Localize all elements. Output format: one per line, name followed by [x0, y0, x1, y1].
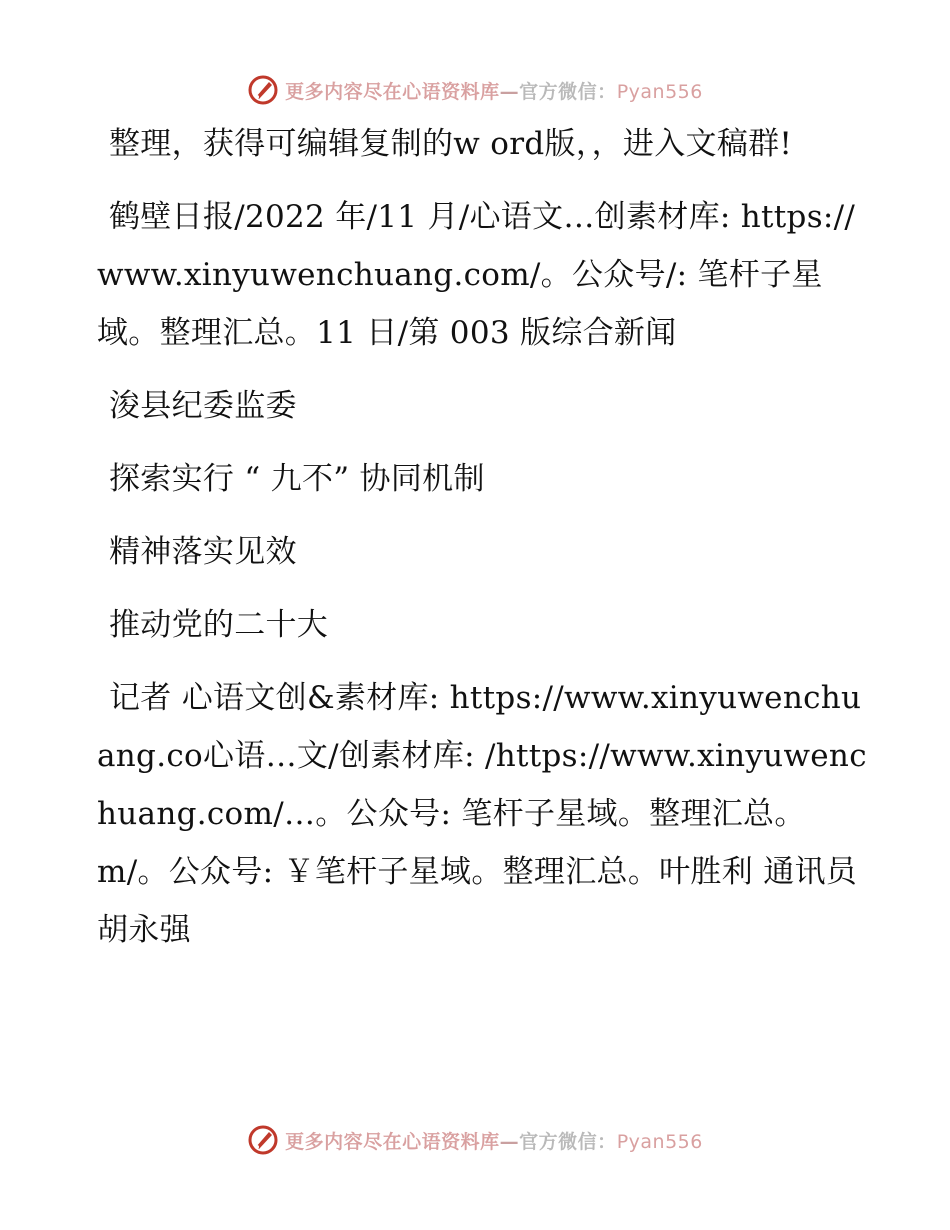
banner-contact-id: Pyan556 — [616, 80, 703, 103]
footer-watermark-banner — [0, 1120, 950, 1160]
banner-contact-id: Pyan556 — [616, 1130, 703, 1153]
document-body — [97, 115, 877, 959]
headline-line-2: 探索实行 “ 九不” 协同机制 — [109, 461, 485, 497]
banner-dash: — — [499, 80, 520, 103]
paragraph-intro: 整理，获得可编辑复制的w ord版，，进入文稿群! — [109, 126, 793, 162]
headline-line-4: 推动党的二十大 — [109, 607, 329, 643]
banner-main-text: 更多内容尽在心语资料库 — [285, 80, 500, 103]
header-watermark-banner — [0, 70, 950, 110]
headline-line-3: 精神落实见效 — [109, 534, 297, 570]
banner-side-text: 官方微信： — [519, 1130, 617, 1153]
quill-logo-icon — [247, 1124, 279, 1156]
banner-main-text: 更多内容尽在心语资料库 — [285, 1130, 500, 1153]
banner-text — [285, 1127, 703, 1154]
paragraph-byline: 记者 心语文创&素材库: https://www.xinyuwenchuang.co心语…文/创素材库: /https://www.xinyuwenchuang.com/…。公众号: 笔杆子星域。整理汇总。m/。公众号: ￥笔杆子星域。整理汇总。叶胜利 通讯员 胡永强 — [97, 680, 867, 948]
headline-line-1: 浚县纪委监委 — [109, 388, 297, 424]
banner-dash: — — [499, 1130, 520, 1153]
paragraph-source: 鹤壁日报/2022 年/11 月/心语文…创素材库: https://www.xinyuwenchuang.com/。公众号/: 笔杆子星域。整理汇总。11 日/第 003 版综合新闻 — [97, 199, 856, 351]
banner-side-text: 官方微信： — [519, 80, 617, 103]
quill-logo-icon — [247, 74, 279, 106]
banner-text — [285, 77, 703, 104]
